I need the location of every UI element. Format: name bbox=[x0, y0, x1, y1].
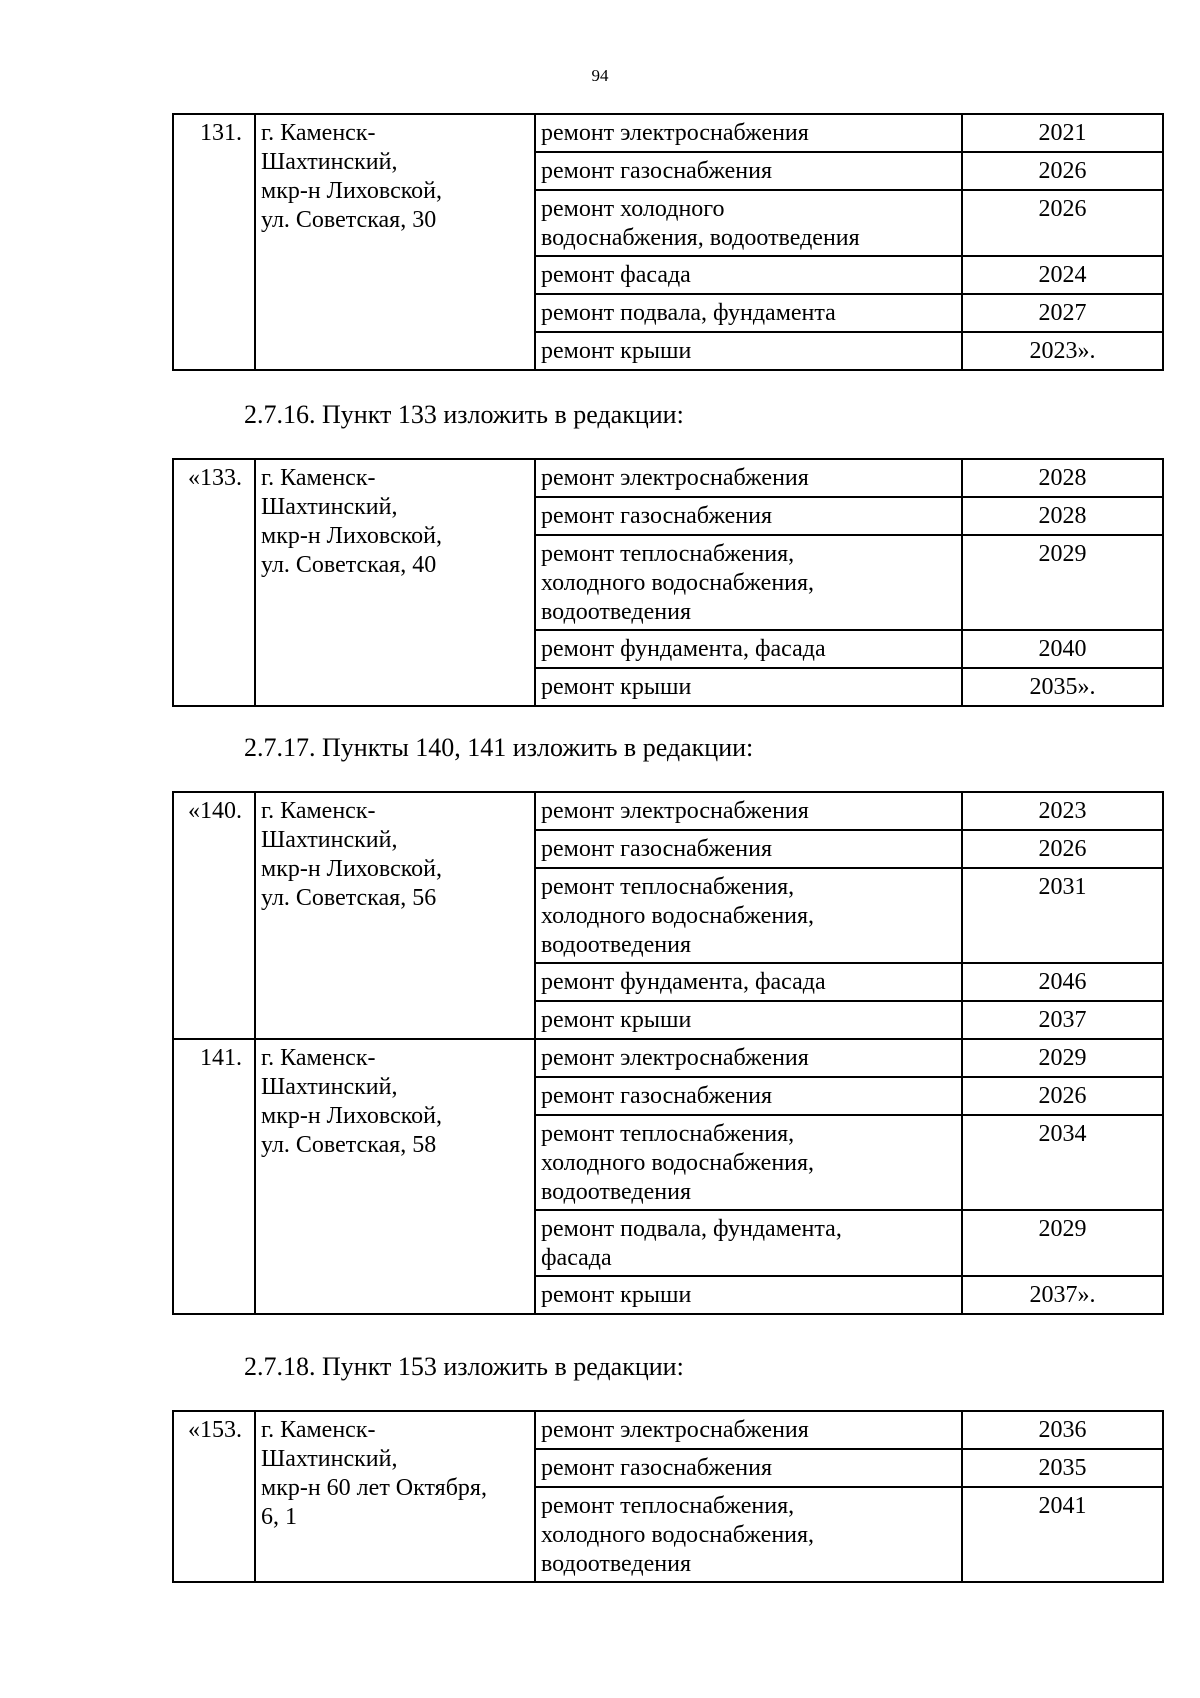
work-type-cell bbox=[535, 1210, 962, 1276]
address-cell bbox=[255, 459, 535, 706]
year-cell: 2035 bbox=[962, 1449, 1163, 1487]
work-type-line: ремонт теплоснабжения, bbox=[541, 1493, 795, 1519]
address-line: 6, 1 bbox=[261, 1504, 297, 1530]
year-cell: 2034 bbox=[962, 1115, 1163, 1210]
work-type-cell bbox=[535, 1115, 962, 1210]
work-type-line: ремонт теплоснабжения, bbox=[541, 874, 795, 900]
work-type-line: ремонт крыши bbox=[541, 1282, 692, 1308]
year-cell: 2031 bbox=[962, 868, 1163, 963]
address-line: ул. Советская, 30 bbox=[261, 207, 437, 233]
work-type-line: холодного водоснабжения, bbox=[541, 1150, 815, 1176]
work-type-cell bbox=[535, 152, 962, 190]
year-cell: 2040 bbox=[962, 630, 1163, 668]
work-type-cell bbox=[535, 792, 962, 830]
year-cell: 2024 bbox=[962, 256, 1163, 294]
year-cell: 2046 bbox=[962, 963, 1163, 1001]
work-type-cell bbox=[535, 1276, 962, 1314]
address-line: г. Каменск- bbox=[261, 465, 376, 491]
address-line: мкр-н Лиховской, bbox=[261, 856, 443, 882]
work-type-line: ремонт фундамента, фасада bbox=[541, 636, 826, 662]
address-cell bbox=[255, 114, 535, 370]
work-type-cell bbox=[535, 1411, 962, 1449]
year-cell: 2037 bbox=[962, 1001, 1163, 1039]
address-line: мкр-н Лиховской, bbox=[261, 523, 443, 549]
table-row bbox=[173, 792, 1163, 830]
address-line: Шахтинский, bbox=[261, 1074, 398, 1100]
work-type-cell bbox=[535, 114, 962, 152]
work-type-line: холодного водоснабжения, bbox=[541, 1522, 815, 1548]
year-cell: 2027 bbox=[962, 294, 1163, 332]
section-heading: 2.7.16. Пункт 133 изложить в редакции: bbox=[244, 400, 684, 429]
year-cell: 2026 bbox=[962, 1077, 1163, 1115]
work-type-line: ремонт фасада bbox=[541, 262, 691, 288]
repair-table bbox=[172, 1410, 1164, 1583]
year-cell: 2026 bbox=[962, 830, 1163, 868]
item-number: «140. bbox=[173, 792, 255, 1039]
work-type-line: ремонт подвала, фундамента, bbox=[541, 1216, 842, 1242]
work-type-cell bbox=[535, 668, 962, 706]
year-cell: 2028 bbox=[962, 497, 1163, 535]
work-type-cell bbox=[535, 1487, 962, 1582]
work-type-line: холодного водоснабжения, bbox=[541, 903, 815, 929]
page-number: 94 bbox=[591, 66, 609, 85]
address-line: Шахтинский, bbox=[261, 149, 398, 175]
work-type-line: водоотведения bbox=[541, 1179, 691, 1205]
work-type-line: ремонт крыши bbox=[541, 338, 692, 364]
address-line: ул. Советская, 40 bbox=[261, 552, 437, 578]
year-cell: 2021 bbox=[962, 114, 1163, 152]
work-type-cell bbox=[535, 830, 962, 868]
year-cell: 2026 bbox=[962, 190, 1163, 256]
work-type-cell bbox=[535, 535, 962, 630]
work-type-cell bbox=[535, 190, 962, 256]
work-type-cell bbox=[535, 332, 962, 370]
item-number: 131. bbox=[173, 114, 255, 370]
table-row bbox=[173, 114, 1163, 152]
work-type-line: ремонт крыши bbox=[541, 674, 692, 700]
address-line: г. Каменск- bbox=[261, 1045, 376, 1071]
work-type-line: фасада bbox=[541, 1245, 612, 1271]
item-number: «153. bbox=[173, 1411, 255, 1582]
work-type-cell bbox=[535, 1077, 962, 1115]
work-type-cell bbox=[535, 1001, 962, 1039]
repair-table bbox=[172, 458, 1164, 707]
work-type-cell bbox=[535, 256, 962, 294]
work-type-line: ремонт электроснабжения bbox=[541, 798, 809, 824]
work-type-cell bbox=[535, 630, 962, 668]
work-type-line: ремонт газоснабжения bbox=[541, 503, 773, 529]
year-cell: 2023». bbox=[962, 332, 1163, 370]
address-line: Шахтинский, bbox=[261, 1446, 398, 1472]
repair-table bbox=[172, 113, 1164, 371]
work-type-line: водоснабжения, водоотведения bbox=[541, 225, 860, 251]
year-cell: 2041 bbox=[962, 1487, 1163, 1582]
table-row bbox=[173, 1039, 1163, 1077]
address-line: ул. Советская, 56 bbox=[261, 885, 437, 911]
work-type-line: ремонт холодного bbox=[541, 196, 725, 222]
section-heading: 2.7.17. Пункты 140, 141 изложить в редакции: bbox=[244, 733, 754, 762]
address-line: мкр-н 60 лет Октября, bbox=[261, 1475, 487, 1501]
section-heading: 2.7.18. Пункт 153 изложить в редакции: bbox=[244, 1352, 684, 1381]
work-type-cell bbox=[535, 868, 962, 963]
address-line: Шахтинский, bbox=[261, 827, 398, 853]
work-type-line: ремонт газоснабжения bbox=[541, 836, 773, 862]
work-type-line: ремонт подвала, фундамента bbox=[541, 300, 836, 326]
address-line: ул. Советская, 58 bbox=[261, 1132, 437, 1158]
year-cell: 2028 bbox=[962, 459, 1163, 497]
work-type-line: ремонт фундамента, фасада bbox=[541, 969, 826, 995]
address-line: г. Каменск- bbox=[261, 120, 376, 146]
address-cell bbox=[255, 792, 535, 1039]
work-type-line: ремонт электроснабжения bbox=[541, 465, 809, 491]
address-line: мкр-н Лиховской, bbox=[261, 1103, 443, 1129]
year-cell: 2036 bbox=[962, 1411, 1163, 1449]
year-cell: 2029 bbox=[962, 1039, 1163, 1077]
work-type-cell bbox=[535, 497, 962, 535]
repair-table bbox=[172, 791, 1164, 1315]
year-cell: 2035». bbox=[962, 668, 1163, 706]
item-number: 141. bbox=[173, 1039, 255, 1314]
address-line: г. Каменск- bbox=[261, 798, 376, 824]
work-type-line: ремонт крыши bbox=[541, 1007, 692, 1033]
work-type-line: ремонт теплоснабжения, bbox=[541, 1121, 795, 1147]
work-type-cell bbox=[535, 963, 962, 1001]
work-type-cell bbox=[535, 1039, 962, 1077]
address-line: Шахтинский, bbox=[261, 494, 398, 520]
work-type-cell bbox=[535, 294, 962, 332]
work-type-line: ремонт газоснабжения bbox=[541, 1455, 773, 1481]
year-cell: 2026 bbox=[962, 152, 1163, 190]
work-type-line: водоотведения bbox=[541, 1551, 691, 1577]
year-cell: 2023 bbox=[962, 792, 1163, 830]
address-line: г. Каменск- bbox=[261, 1417, 376, 1443]
item-number: «133. bbox=[173, 459, 255, 706]
work-type-line: водоотведения bbox=[541, 932, 691, 958]
table-row bbox=[173, 459, 1163, 497]
table-row bbox=[173, 1411, 1163, 1449]
work-type-cell bbox=[535, 459, 962, 497]
year-cell: 2029 bbox=[962, 1210, 1163, 1276]
address-cell bbox=[255, 1039, 535, 1314]
work-type-line: ремонт газоснабжения bbox=[541, 158, 773, 184]
year-cell: 2037». bbox=[962, 1276, 1163, 1314]
work-type-line: ремонт газоснабжения bbox=[541, 1083, 773, 1109]
address-cell bbox=[255, 1411, 535, 1582]
address-line: мкр-н Лиховской, bbox=[261, 178, 443, 204]
work-type-line: ремонт электроснабжения bbox=[541, 120, 809, 146]
work-type-cell bbox=[535, 1449, 962, 1487]
work-type-line: холодного водоснабжения, bbox=[541, 570, 815, 596]
work-type-line: ремонт электроснабжения bbox=[541, 1417, 809, 1443]
year-cell: 2029 bbox=[962, 535, 1163, 630]
work-type-line: ремонт электроснабжения bbox=[541, 1045, 809, 1071]
work-type-line: ремонт теплоснабжения, bbox=[541, 541, 795, 567]
work-type-line: водоотведения bbox=[541, 599, 691, 625]
